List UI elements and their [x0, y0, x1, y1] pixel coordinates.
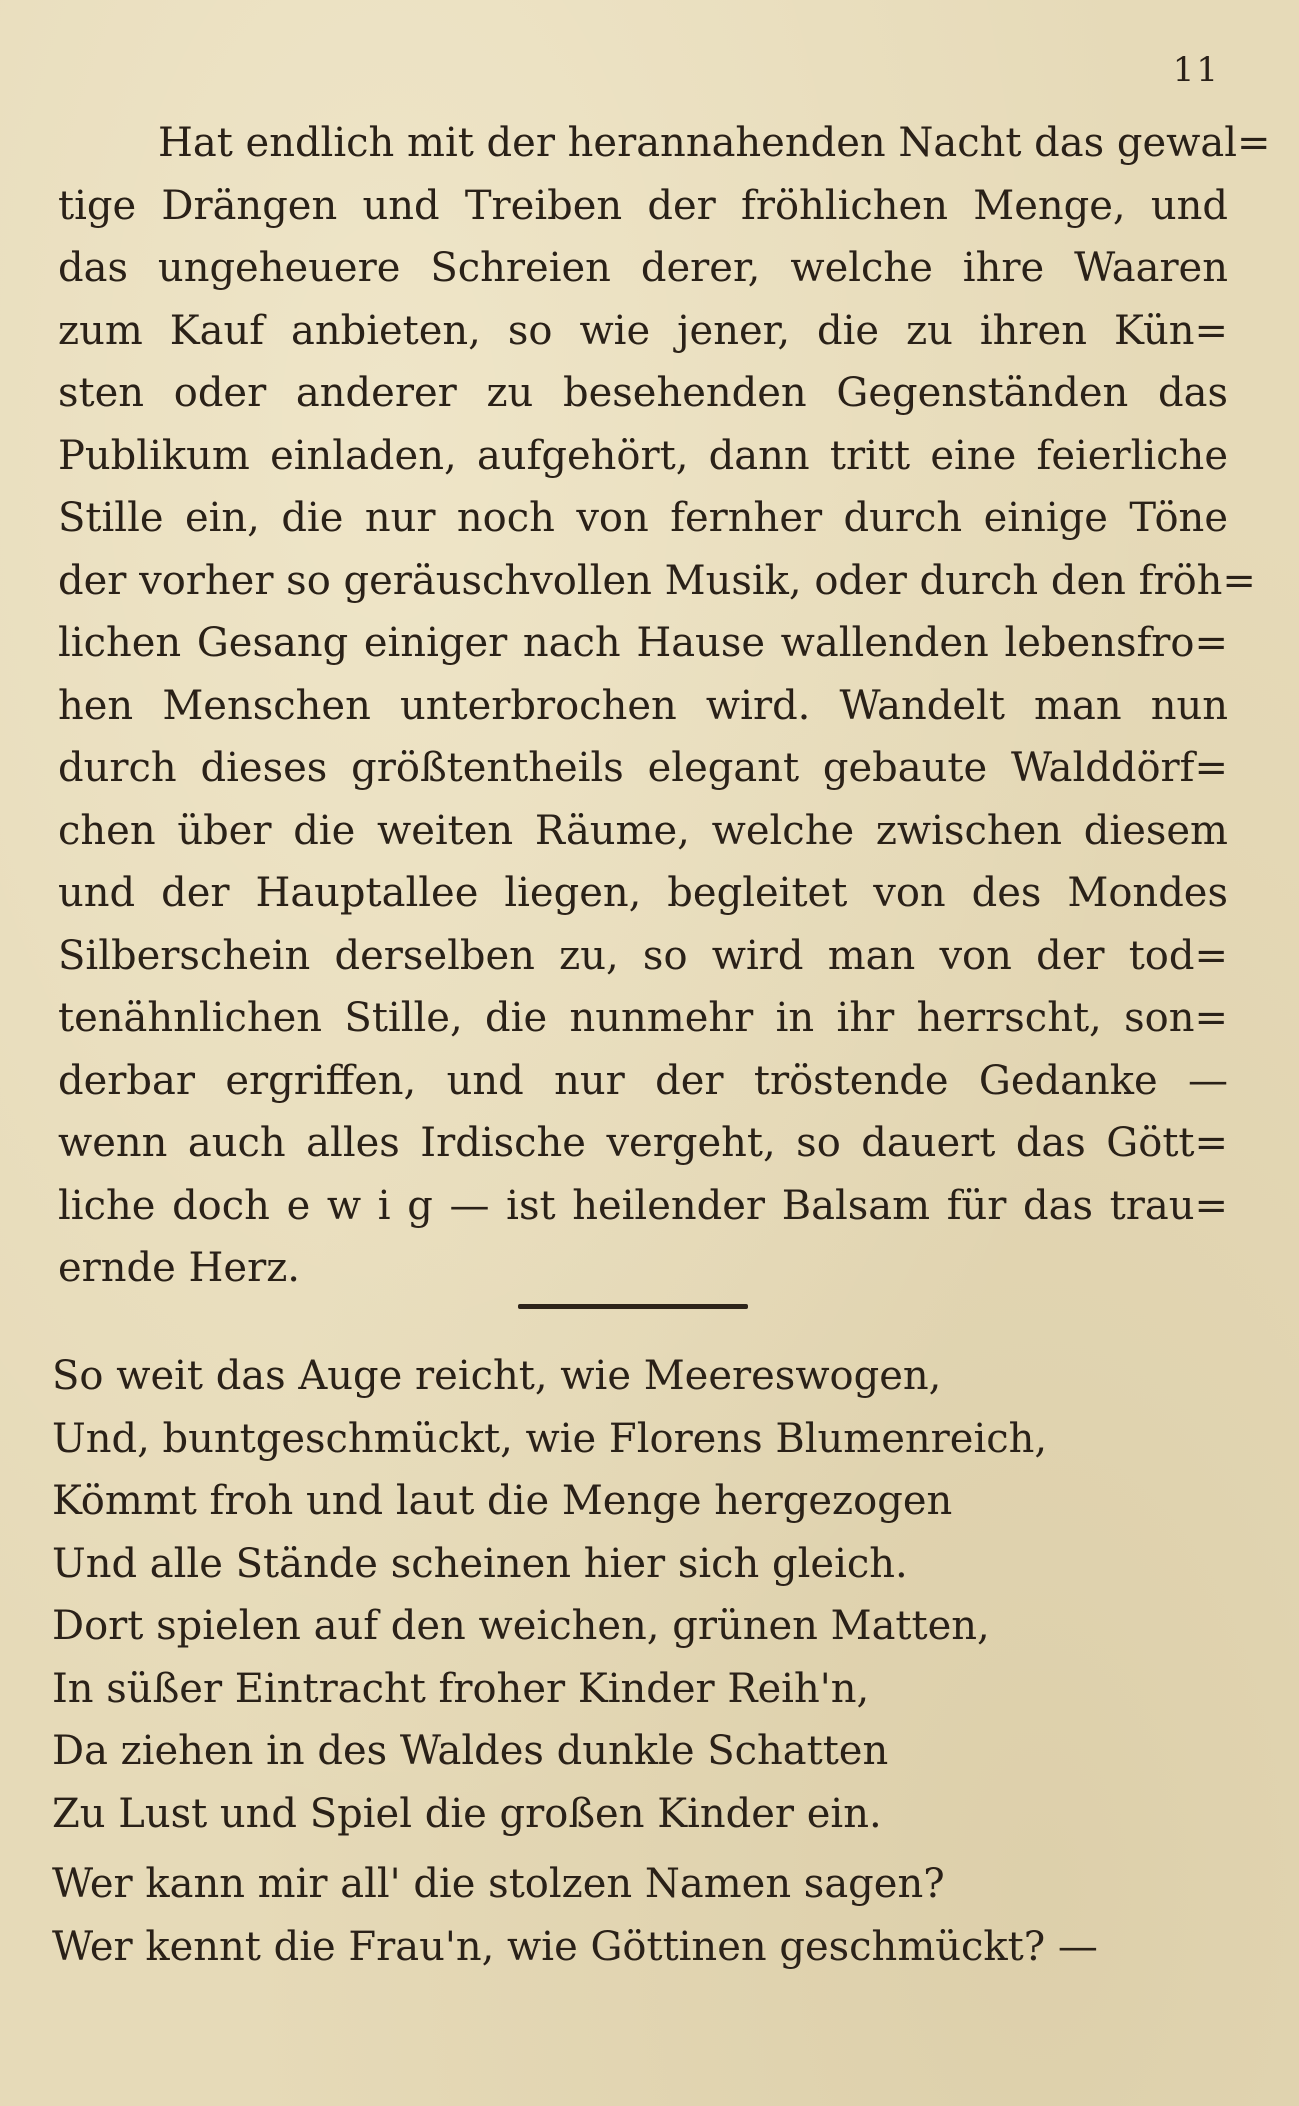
poem-stanza [52, 1853, 1232, 1978]
page-number: 11 [1172, 50, 1220, 90]
prose-paragraph [58, 112, 1271, 1300]
prose-line: Silberschein derselben zu, so wird man von der tod= [58, 932, 1228, 979]
prose-line: sten oder anderer zu besehenden Gegenständen das [58, 370, 1228, 416]
prose-line: zum Kauf anbieten, so wie jener, die zu ihren Kün= [58, 307, 1228, 354]
poem-verse: Zu Lust und Spiel die großen Kinder ein. [52, 1790, 882, 1837]
prose-line: und der Hauptallee liegen, begleitet von des Mondes [58, 870, 1228, 916]
prose-line: lichen Gesang einiger nach Hause wallenden lebensfro= [58, 620, 1228, 666]
poem [52, 1345, 1232, 1978]
prose-line: ernde Herz. [58, 1245, 301, 1291]
prose-line: wenn auch alles Irdische vergeht, so dauert das Gött= [58, 1120, 1228, 1166]
prose-line: durch dieses größtentheils elegant gebaute Walddörf= [58, 745, 1228, 791]
prose-line: der vorher so geräuschvollen Musik, oder durch den fröh= [58, 557, 1256, 604]
prose-line: tenähnlichen Stille, die nunmehr in ihr herrscht, son= [58, 995, 1228, 1041]
prose-line: liche doch e w i g — ist heilender Balsam für das trau= [58, 1182, 1228, 1229]
poem-stanza [52, 1345, 1232, 1845]
poem-verse: Und, buntgeschmückt, wie Florens Blumenreich, [52, 1415, 1048, 1462]
prose-line: Hat endlich mit der herannahenden Nacht das gewal= [158, 120, 1271, 166]
prose-line: derbar ergriffen, und nur der tröstende Gedanke — [58, 1057, 1228, 1104]
prose-line: chen über die weiten Räume, welche zwischen diesem [58, 807, 1228, 854]
prose-line: tige Drängen und Treiben der fröhlichen Menge, und [58, 182, 1228, 229]
poem-verse: Und alle Stände scheinen hier sich gleich. [52, 1540, 908, 1587]
prose-line: Publikum einladen, aufgehört, dann tritt eine feierliche [58, 432, 1228, 479]
poem-verse: In süßer Eintracht froher Kinder Reih'n, [52, 1665, 870, 1712]
poem-verse: Dort spielen auf den weichen, grünen Matten, [52, 1603, 990, 1649]
poem-verse: Kömmt froh und laut die Menge hergezogen [52, 1478, 953, 1524]
poem-verse: Wer kann mir all' die stolzen Namen sagen? [52, 1861, 945, 1907]
prose-line: Stille ein, die nur noch von fernher durch einige Töne [58, 495, 1228, 541]
poem-verse: Wer kennt die Frau'n, wie Göttinen geschmückt? — [52, 1923, 1098, 1970]
section-divider [518, 1304, 748, 1309]
poem-verse: Da ziehen in des Waldes dunkle Schatten [52, 1728, 889, 1774]
prose-line: das ungeheuere Schreien derer, welche ihre Waaren [58, 245, 1228, 291]
prose-line: hen Menschen unterbrochen wird. Wandelt man nun [58, 682, 1228, 729]
poem-verse: So weit das Auge reicht, wie Meereswogen, [52, 1353, 942, 1399]
